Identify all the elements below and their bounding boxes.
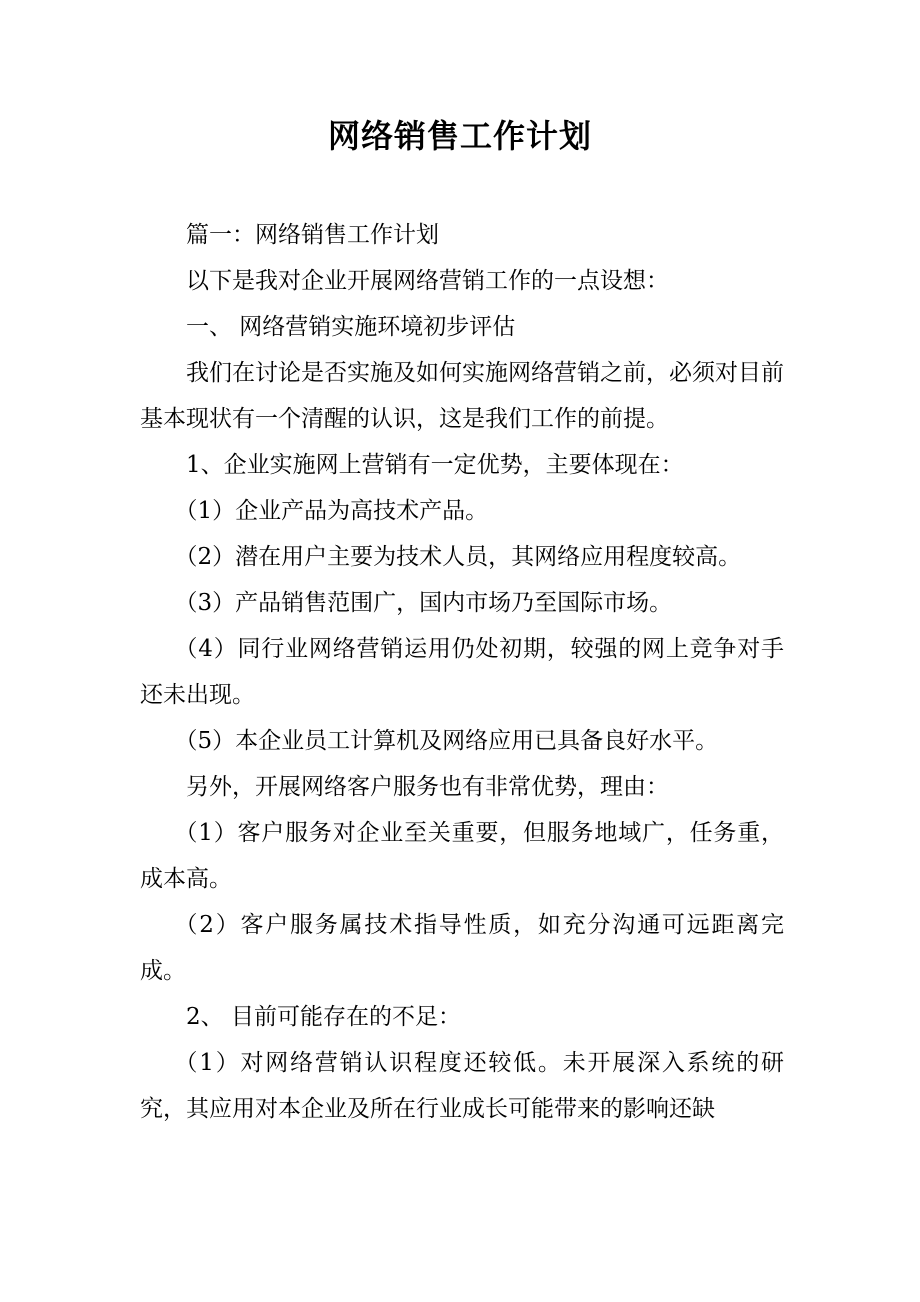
list-item-advantage-3: （3）产品销售范围广，国内市场乃至国际市场。 <box>174 590 673 616</box>
document-title: 网络销售工作计划 <box>327 117 592 155</box>
paragraph-intro: 以下是我对企业开展网络营销工作的一点设想： <box>186 268 669 294</box>
list-item-service-2: （2）客户服务属技术指导性质，如充分沟通可远距离完成。 <box>140 912 784 984</box>
list-item-advantage-5: （5）本企业员工计算机及网络应用已具备良好水平。 <box>174 728 719 754</box>
list-item-advantage-2: （2）潜在用户主要为技术人员，其网络应用程度较高。 <box>174 544 742 570</box>
paragraph-shortcomings-heading: 2、 目前可能存在的不足： <box>186 1004 461 1030</box>
paragraph-advantages-heading: 1、企业实施网上营销有一定优势，主要体现在： <box>186 452 684 478</box>
list-item-advantage-1: （1）企业产品为高技术产品。 <box>174 498 489 524</box>
paragraph-premise: 我们在讨论是否实施及如何实施网络营销之前，必须对目前基本现状有一个清醒的认识，这是我们工作的前提。 <box>140 360 784 432</box>
list-item-shortcoming-1: （1）对网络营销认识程度还较低。未开展深入系统的研究，其应用对本企业及所在行业成长可能带来的影响还缺 <box>140 1050 784 1122</box>
list-item-advantage-4: （4）同行业网络营销运用仍处初期，较强的网上竞争对手还未出现。 <box>140 636 784 708</box>
list-item-service-1: （1）客户服务对企业至关重要，但服务地域广，任务重，成本高。 <box>140 820 784 892</box>
document-body <box>140 212 784 1132</box>
paragraph-heading-1: 一、 网络营销实施环境初步评估 <box>186 314 516 340</box>
paragraph-section-heading: 篇一：网络销售工作计划 <box>186 222 439 248</box>
paragraph-service-advantages: 另外，开展网络客户服务也有非常优势，理由： <box>186 774 669 800</box>
